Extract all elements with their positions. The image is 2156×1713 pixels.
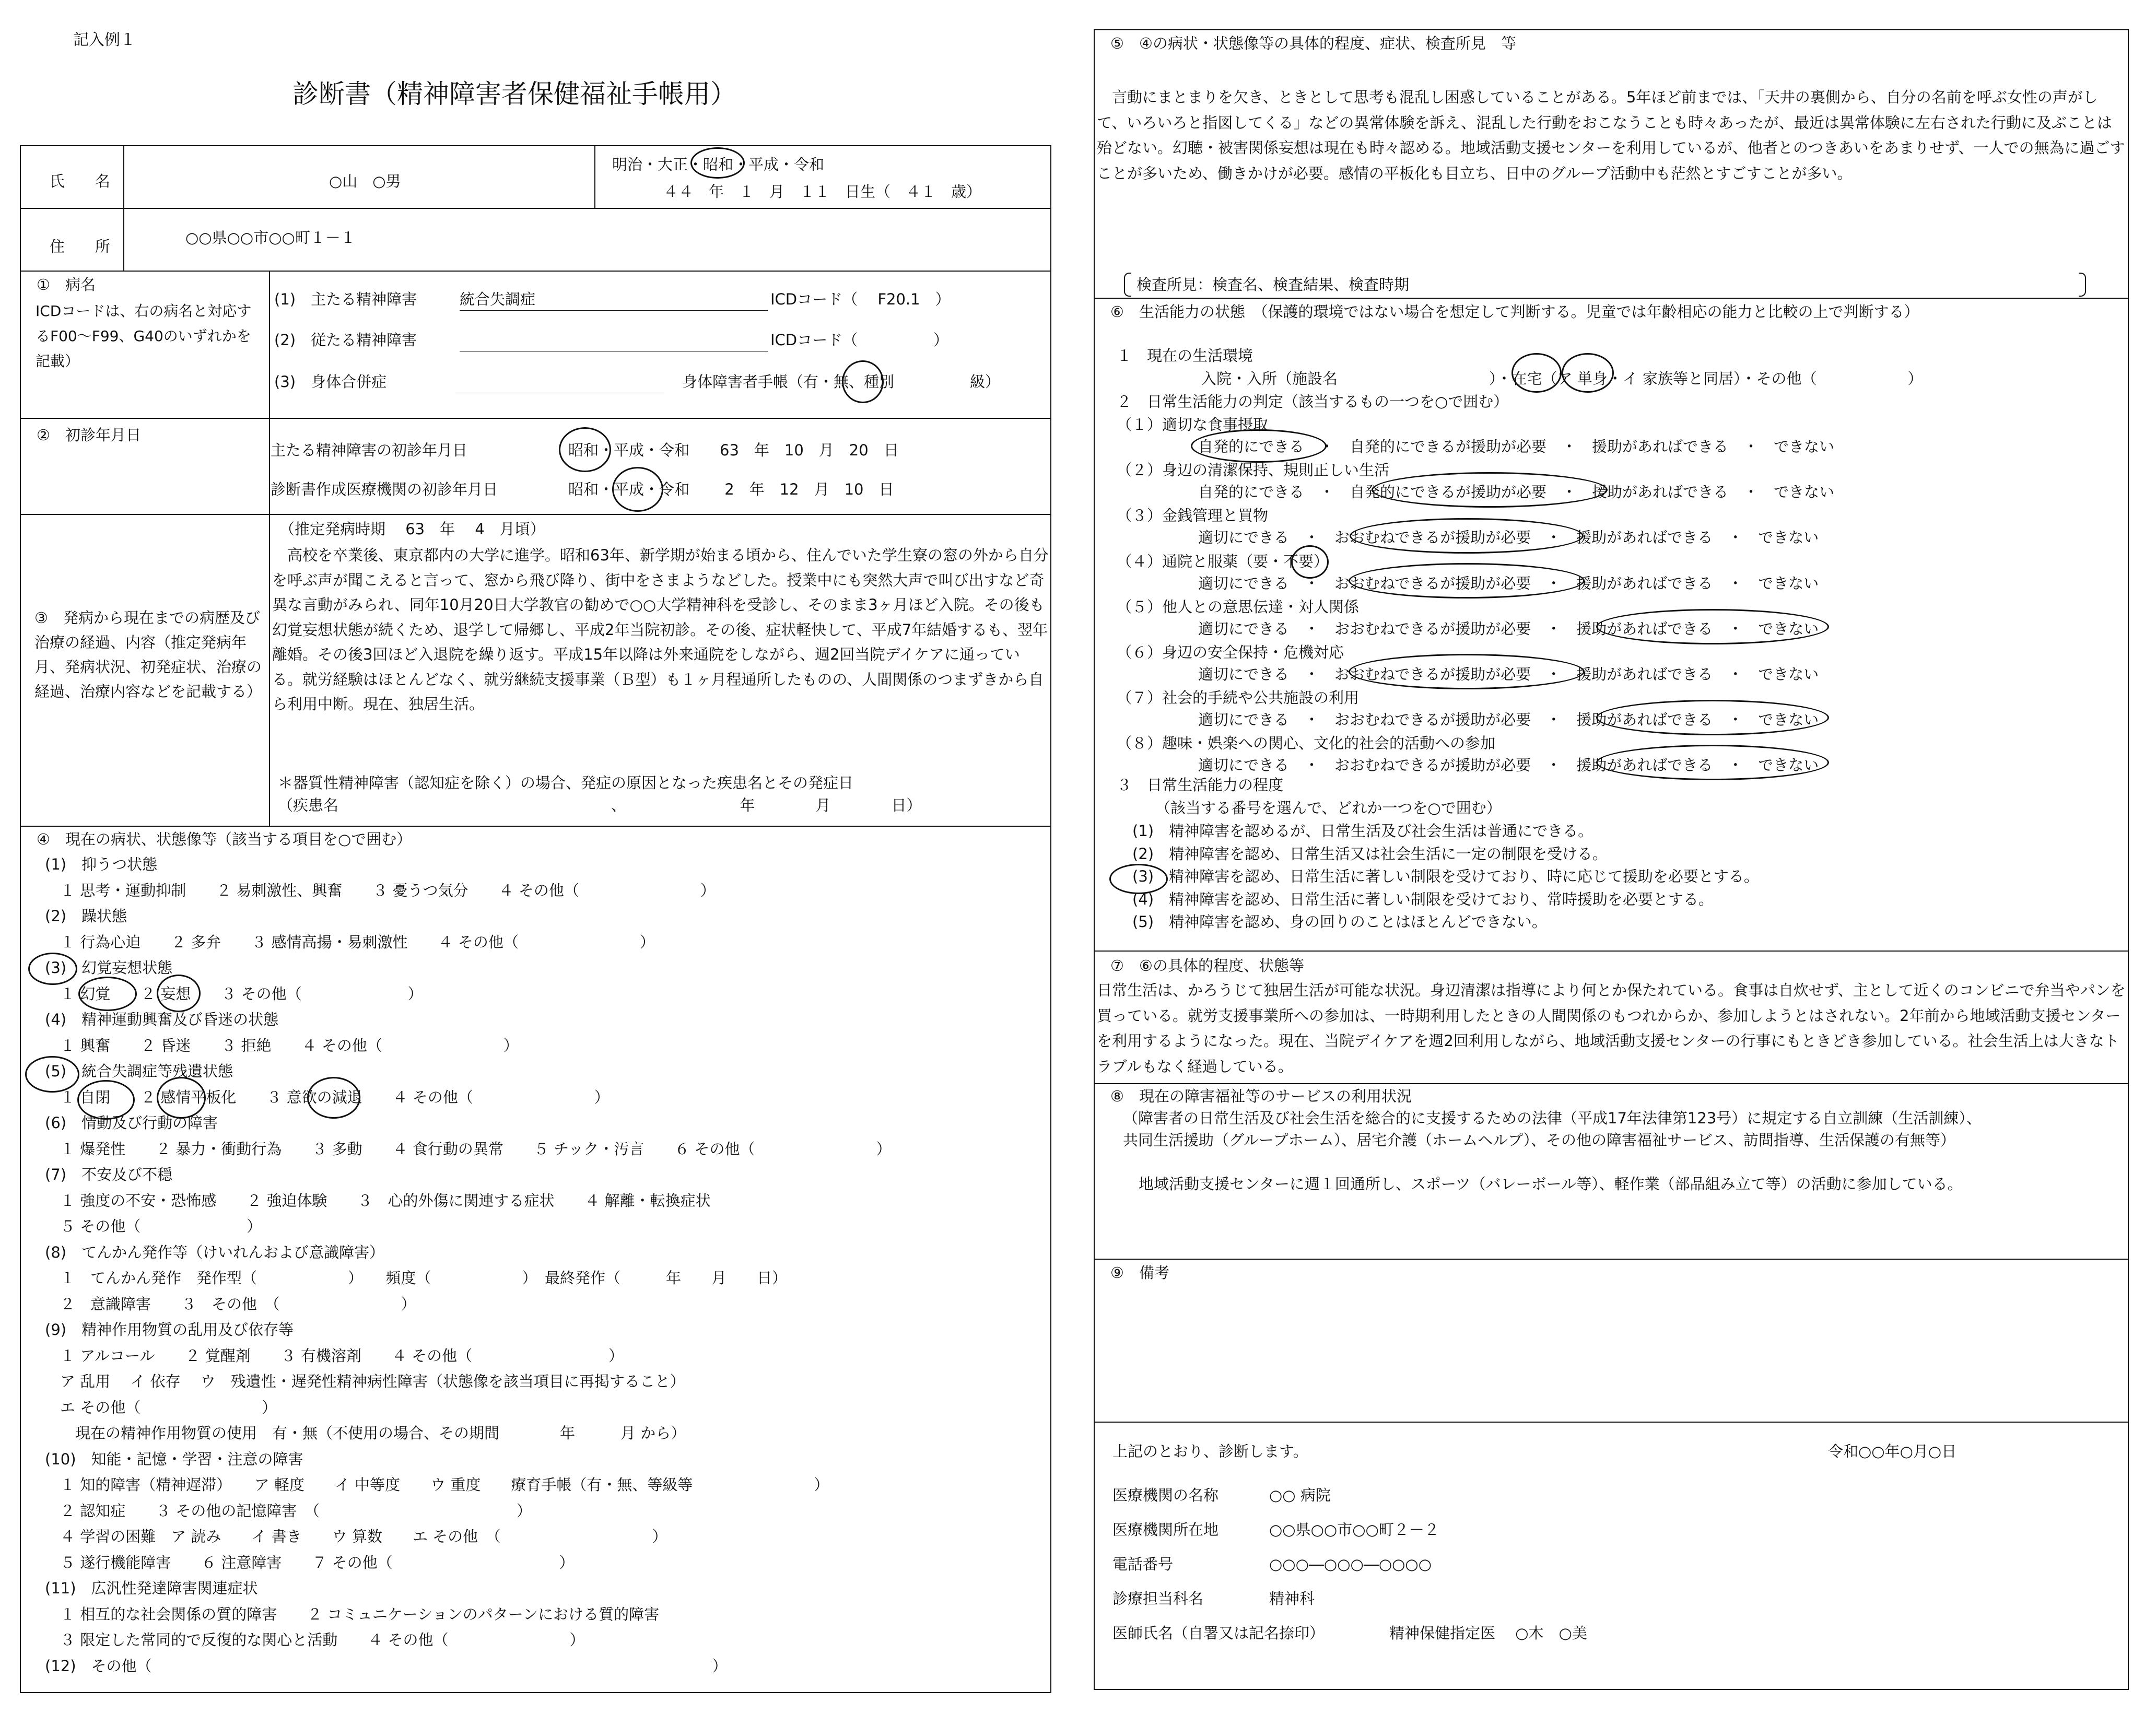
footer-label: 電話番号 [1112, 1555, 1174, 1573]
symptom-line: (3) 幻覚妄想状態 [45, 959, 173, 977]
avolition-circle [307, 1077, 360, 1119]
item1-circle [1191, 429, 1327, 463]
birth-era-options: 明治・大正・昭和・平成・令和 [612, 156, 825, 173]
detail-title: ⑤ ④の病状・状態像等の具体的程度、症状、検査所見 等 [1110, 34, 1516, 52]
symptom-line: (8) てんかん発作等（けいれんおよび意識障害） [45, 1243, 385, 1261]
symptom-line: １ 行為心迫 ２ 多弁 ３ 感情高揚・易刺激性 ４ その他（ ） [45, 933, 655, 951]
ability-item-options: 適切にできる ・ おおむねできるが援助が必要 ・ 援助があればできる ・ できない [1198, 711, 1819, 729]
living-level-option: (3) 精神障害を認め、日常生活に著しい制限を受けており、時に応じて援助を必要とする。 [1132, 867, 1759, 885]
first-visit-heisei-circle [612, 467, 663, 512]
body-handbook: 身体障害者手帳（有・無、種別 級） [682, 373, 1001, 391]
ability-item-options: 適切にできる ・ おおむねできるが援助が必要 ・ 援助があればできる ・ できない [1198, 574, 1819, 592]
symptom-line: １ 興奮 ２ 昏迷 ３ 拒絶 ４ その他（ ） [45, 1036, 519, 1054]
symptom-line: (5) 統合失調症等残遺状態 [45, 1062, 233, 1080]
symptom-line: (1) 抑うつ状態 [45, 855, 158, 873]
item5-circle [1596, 609, 1829, 644]
specific-title: ⑦ ⑥の具体的程度、状態等 [1110, 957, 1304, 975]
icd-sub: ICDコード（ ） [770, 331, 949, 349]
services-note-2: 共同生活援助（グループホーム）、居宅介護（ホームヘルプ）、その他の障害福祉サービス、訪問指導、生活保護の有無等） [1123, 1131, 1955, 1149]
living-level-option: (5) 精神障害を認め、身の回りのことはほとんどできない。 [1132, 913, 1547, 931]
ability-item-title: （７）社会的手続や公共施設の利用 [1117, 689, 1360, 707]
autism-circle [77, 1080, 135, 1120]
ability-item-title: （３）金銭管理と買物 [1117, 507, 1269, 525]
era-showa-circle [690, 147, 745, 179]
footer-label: 医療機関の名称 [1112, 1486, 1219, 1504]
symptom-line: ５ 遂行機能障害 ６ 注意障害 ７ その他（ ） [45, 1553, 575, 1571]
handbook-none-circle [842, 360, 884, 403]
patient-address: ○○県○○市○○町１－１ [185, 229, 356, 247]
organic-note: ＊器質性精神障害（認知症を除く）の場合、発症の原因となった疾患名とその発症日 [278, 774, 854, 792]
footer-value: ○○ 病院 [1269, 1486, 1331, 1504]
first-visit-label: ② 初診年月日 [37, 426, 141, 444]
symptom-line: １ 爆発性 ２ 暴力・衝動行為 ３ 多動 ４ 食行動の異常 ５ チック・汚言 ６ その他（ ） [45, 1140, 892, 1158]
medication-need-circle [1291, 545, 1329, 579]
item2-circle [1372, 472, 1608, 508]
disease-label-note: ICDコードは、右の病名と対応するF00～F99、G40のいずれかを記載） [36, 302, 252, 370]
history-label: ③ 発病から現在までの病歴及び治療の経過、内容（推定発病年月、発病状況、初発症状、治療の経過、治療内容などを記載する） [34, 609, 262, 700]
detail-text: 言動にまとまりを欠き、ときとして思考も混乱し困惑していることがある。5年ほど前までは、「天井の裏側から、自分の名前を呼ぶ女性の声がして、いろいろと指図してくる」などの異常体験を訴え、混乱した行動をおこなうことも時々あったが、最近は異常体験に左右された行動に及ぶことは殆どない。幻聴・被害関係妄想は現在も時々認める。地域活動支援センターを利用しているが、他者とのつきあいをあまりせず、一人での無為に過ごすことが多いため、働きかけが必要。感情の平板化も目立ち、日中のグループ活動中も茫然とすごすことが多い。 [1097, 88, 2125, 182]
symptom-line: 現在の精神作用物質の使用 有・無（不使用の場合、その期間 年 月 から） [45, 1424, 686, 1442]
living-title: ⑥ 生活能力の状態 （保護的環境ではない場合を想定して判断する。児童では年齢相応の能力と比較の上で判断する） [1110, 303, 1919, 321]
symptom-line: ２ 意識障害 ３ その他 （ ） [45, 1295, 416, 1313]
history-text: 高校を卒業後、東京都内の大学に進学。昭和63年、新学期が始まる頃から、住んでいた学生寮の窓の外から自分を呼ぶ声が聞こえると言って、窓から飛び降り、街中をさまようなどした。授業中にも突然大声で叫び出すなど奇異な言動がみられ、同年10月20日大学教官の勧めで○○大学精神科を受診し、そのまま3ヶ月ほど入院。その後も幻覚妄想状態が続くため、退学して帰郷し、平成2年当院初診。その後、症状軽快して、平成7年結婚するも、翌年離婚。その後3回ほど入退院を繰り返す。平成15年以降は外来通院をしながら、週2回当院デイケアに通っている。就労経験はほとんどなく、就労継続支援事業（Ｂ型）も１ヶ月程通所したものの、人間関係のつまずきから自ら利用中断。現在、独居生活。 [272, 546, 1049, 713]
flat-affect-circle [157, 1077, 206, 1119]
footer-value: 精神科 [1269, 1590, 1315, 1608]
symptom-line: (4) 精神運動興奮及び昏迷の状態 [45, 1011, 279, 1028]
symptom-line: (10) 知能・記憶・学習・注意の障害 [45, 1450, 303, 1468]
ability-item-options: 適切にできる ・ おおむねできるが援助が必要 ・ 援助があればできる ・ できない [1198, 529, 1819, 547]
body-complication-label: (3) 身体合併症 [274, 373, 387, 391]
item3-circle [1350, 518, 1584, 554]
ability-item-title: （５）他人との意思伝達・対人関係 [1117, 597, 1360, 616]
item6-circle [1349, 654, 1585, 689]
disease-label: ① 病名 [37, 276, 96, 294]
living-level-head: ３ 日常生活能力の程度 [1117, 776, 1284, 794]
at-home-circle [1511, 353, 1562, 393]
symptom-line: ４ 学習の困難 ア 読み イ 書き ウ 算数 エ その他 （ ） [45, 1528, 667, 1545]
services-note-1: （障害者の日常生活及び社会生活を総合的に支援するための法律（平成17年法律第123号）に規定する自立訓練（生活訓練）、 [1123, 1109, 1982, 1127]
footer-label: 医療機関所在地 [1112, 1521, 1219, 1539]
services-text: 地域活動支援センターに週１回通所し、スポーツ（バレーボール等）、軽作業（部品組み立て等）の活動に参加している。 [1139, 1175, 1963, 1193]
ability-item-title: （８）趣味・娯楽への関心、文化的社会的活動への参加 [1117, 734, 1496, 753]
main-disorder-value: 統合失調症 [460, 290, 536, 308]
symptom-line: ５ その他（ ） [45, 1217, 262, 1235]
name-label: 氏 名 [50, 172, 111, 190]
symptom-line: (9) 精神作用物質の乱用及び依存等 [45, 1321, 294, 1339]
symptom-line: １ てんかん発作 発作型（ ） 頻度（ ） 最終発作（ 年 月 日） [45, 1269, 788, 1287]
ability-item-title: （６）身辺の安全保持・危機対応 [1117, 643, 1344, 661]
living-level-option: (2) 精神障害を認め、日常生活又は社会生活に一定の制限を受ける。 [1132, 844, 1608, 863]
ability-item-options: 自発的にできる ・ 自発的にできるが援助が必要 ・ 援助があればできる ・ できない [1198, 483, 1835, 501]
patient-name: ○山 ○男 [329, 172, 401, 190]
symptom-line: １ 知的障害（精神遅滞） ア 軽度 イ 中等度 ウ 重度 療育手帳（有・無、等級等 ） [45, 1476, 829, 1494]
page-title: 診断書（精神障害者保健福祉手帳用） [292, 79, 736, 109]
symptom-line: ア 乱用 イ 依存 ウ 残遺性・遅発性精神病性障害（状態像を該当項目に再掲すること） [45, 1372, 685, 1390]
onset-period: （推定発病時期 63 年 4 月頃） [279, 520, 545, 538]
symptom-line: (2) 躁状態 [45, 907, 127, 925]
symptom-line: ２ 認知症 ３ その他の記憶障害 （ ） [45, 1501, 532, 1520]
symptom-line: １ 強度の不安・恐怖感 ２ 強迫体験 ３ 心的外傷に関連する症状 ４ 解離・転換症状 [45, 1191, 711, 1210]
footer-value: ○○県○○市○○町２－２ [1269, 1521, 1439, 1539]
birth-date: ４４ 年 １ 月 １１ 日生（ ４１ 歳） [663, 183, 982, 201]
symptom-line: ３ 限定した常同的で反復的な関心と活動 ４ その他（ ） [45, 1631, 585, 1649]
first-visit-main-date: 昭和・平成・令和 63 年 10 月 20 日 [568, 441, 899, 459]
remarks-title: ⑨ 備考 [1110, 1264, 1169, 1282]
example-label: 記入例１ [73, 31, 136, 49]
first-visit-inst-label: 診断書作成医療機関の初診年月日 [271, 480, 498, 498]
footer-value: ○○○―○○○―○○○○ [1269, 1555, 1432, 1573]
symptom-line: １ アルコール ２ 覚醒剤 ３ 有機溶剤 ４ その他（ ） [45, 1346, 624, 1365]
ability-item-options: 適切にできる ・ おおむねできるが援助が必要 ・ 援助があればできる ・ できない [1198, 619, 1819, 638]
first-visit-inst-date: 昭和・平成・令和 2 年 12 月 10 日 [568, 480, 894, 498]
first-visit-main-label: 主たる精神障害の初診年月日 [271, 441, 468, 459]
ability-item-options: 適切にできる ・ おおむねできるが援助が必要 ・ 援助があればできる ・ できない [1198, 756, 1819, 775]
ability-item-title: （４）通院と服薬（要・不要） [1117, 552, 1329, 570]
living-judge-head: ２ 日常生活能力の判定（該当するもの一つを○で囲む） [1117, 393, 1509, 410]
organic-fill: （疾患名 、 年 月 日） [278, 796, 922, 814]
symptom-line: (12) その他（ ） [45, 1657, 728, 1675]
symptom-line: １ 思考・運動抑制 ２ 易刺激性、興奮 ３ 憂うつ気分 ４ その他（ ） [45, 881, 716, 899]
symptom-line: １ 自閉 ２ 感情平板化 ３ 意欲の減退 ４ その他（ ） [45, 1088, 610, 1106]
ability-item-options: 自発的にできる ・ 自発的にできるが援助が必要 ・ 援助があればできる ・ できない [1198, 438, 1835, 455]
footer-label: 診療担当科名 [1112, 1590, 1204, 1608]
symptom-line: (11) 広汎性発達障害関連症状 [45, 1579, 258, 1597]
symptom-5-circle [25, 1056, 79, 1093]
living-env-line: 入院・入所（施設名 ）・在宅（ア 単身・イ 家族等と同居）・その他（ ） [1201, 370, 1923, 388]
level3-circle [1109, 864, 1168, 894]
exam-findings: 検査所見：検査名、検査結果、検査時期 [1136, 276, 1410, 294]
item4-circle [1349, 563, 1585, 599]
living-level-sub: （該当する番号を選んで、どれか一つを○で囲む） [1155, 799, 1502, 817]
single-circle [1562, 353, 1614, 393]
symptom-line: １ 幻覚 ２ 妄想 ３ その他（ ） [45, 984, 423, 1003]
symptoms-title: ④ 現在の病状、状態像等（該当する項目を○で囲む） [37, 830, 412, 848]
specific-text: 日常生活は、かろうじて独居生活が可能な状況。身辺清潔は指導により何とか保たれている。食事は自炊せず、主として近くのコンビニで弁当やパンを買っている。就労支援事業所への参加は、一時期利用したときの人間関係のもつれからか、参加しようとはされない。2年前から地域活動支援センターを利用するようになった。現在、当院デイケアを週2回利用しながら、地域活動支援センターの行事にもときどき参加している。社会生活上は大きなトラブルもなく経過している。 [1097, 981, 2126, 1075]
first-visit-showa-circle [559, 427, 611, 472]
icd-main: ICDコード（ F20.1 ） [770, 290, 951, 308]
footer-label: 医師氏名（自署又は記名捺印） [1112, 1624, 1325, 1642]
item8-circle [1596, 745, 1829, 780]
symptom-line: (6) 情動及び行動の障害 [45, 1114, 218, 1132]
living-env-head: １ 現在の生活環境 [1117, 347, 1253, 365]
living-level-option: (4) 精神障害を認め、日常生活に著しい制限を受けており、常時援助を必要とする。 [1132, 890, 1714, 908]
issue-date: 令和○○年○月○日 [1828, 1442, 1957, 1460]
item7-circle [1596, 700, 1829, 735]
ability-item-options: 適切にできる ・ おおむねできるが援助が必要 ・ 援助があればできる ・ できない [1198, 665, 1819, 683]
hallucination-circle [78, 977, 137, 1011]
ability-item-title: （２）身辺の清潔保持、規則正しい生活 [1117, 461, 1390, 479]
delusion-circle [157, 975, 201, 1012]
ability-item-title: （１）適切な食事摂取 [1117, 416, 1269, 433]
services-title: ⑧ 現在の障害福祉等のサービスの利用状況 [1110, 1087, 1412, 1105]
sub-disorder-label: (2) 従たる精神障害 [274, 331, 417, 349]
footer-value: 精神保健指定医 ○木 ○美 [1389, 1624, 1587, 1642]
address-label: 住 所 [50, 238, 111, 255]
living-level-option: (1) 精神障害を認めるが、日常生活及び社会生活は普通にできる。 [1132, 822, 1593, 840]
statement: 上記のとおり、診断します。 [1112, 1442, 1308, 1460]
main-disorder-label: (1) 主たる精神障害 [274, 290, 417, 308]
symptom-line: エ その他（ ） [45, 1398, 277, 1416]
symptom-line: １ 相互的な社会関係の質的障害 ２ コミュニケーションのパターンにおける質的障害 [45, 1605, 660, 1623]
symptom-3-circle [28, 953, 77, 985]
symptom-line: (7) 不安及び不穏 [45, 1166, 173, 1183]
